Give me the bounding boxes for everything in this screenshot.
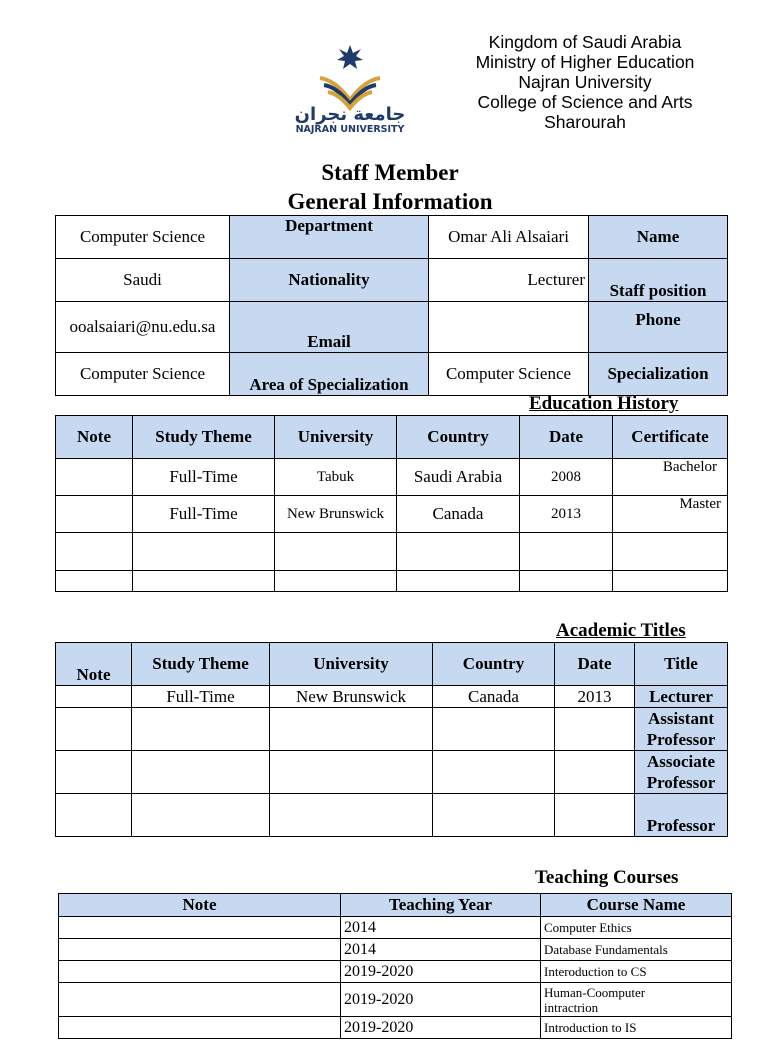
country-cell	[397, 533, 520, 571]
course-name-line1: Human-Coomputer	[544, 984, 646, 1000]
course-name-line1: Interoduction to CS	[544, 964, 647, 979]
teaching-year-cell: 2019-2020	[341, 1017, 541, 1039]
title-cell	[635, 751, 728, 794]
date-cell: 2008	[520, 459, 613, 496]
table-row	[56, 353, 728, 396]
education-history-table	[55, 415, 728, 592]
table-row	[56, 533, 728, 571]
nationality-label: Nationality	[230, 259, 429, 302]
table-row	[59, 1017, 732, 1039]
column-header: Course Name	[541, 894, 732, 917]
date-cell	[555, 708, 635, 751]
country-cell	[433, 794, 555, 837]
note-cell	[56, 459, 133, 496]
teaching-courses-title: Teaching Courses	[535, 867, 679, 888]
department-value: Computer Science	[56, 216, 230, 259]
teaching-year-cell: 2014	[341, 917, 541, 939]
column-header: Date	[520, 416, 613, 459]
name-value: Omar Ali Alsaiari	[429, 216, 589, 259]
table-row	[56, 302, 728, 353]
column-header: Note	[56, 416, 133, 459]
date-cell: 2013	[520, 496, 613, 533]
general-info-table	[55, 215, 728, 396]
study-theme-cell: Full-Time	[133, 496, 275, 533]
svg-text:جامعة نجران: جامعة نجران	[294, 104, 406, 125]
note-cell	[56, 571, 133, 592]
study-theme-cell	[132, 751, 270, 794]
table-row	[56, 459, 728, 496]
university-cell	[270, 708, 433, 751]
table-row	[56, 794, 728, 837]
email-label: Email	[230, 302, 429, 353]
phone-label: Phone	[589, 302, 728, 353]
academic-titles-table	[55, 642, 728, 837]
note-cell	[56, 708, 132, 751]
note-cell	[56, 751, 132, 794]
staff-position-label: Staff position	[589, 259, 728, 302]
country-cell: Canada	[397, 496, 520, 533]
najran-university-logo-icon	[290, 40, 410, 135]
study-theme-cell: Full-Time	[133, 459, 275, 496]
column-header: Date	[555, 643, 635, 686]
column-header: Note	[59, 894, 341, 917]
university-cell	[275, 571, 397, 592]
column-header: Note	[56, 643, 132, 686]
date-cell: 2013	[555, 686, 635, 708]
institution-line: Kingdom of Saudi Arabia	[488, 32, 682, 52]
note-cell	[56, 794, 132, 837]
study-theme-cell	[133, 533, 275, 571]
university-cell	[270, 751, 433, 794]
course-name-cell	[541, 961, 732, 983]
institution-line: College of Science and Arts	[477, 92, 693, 112]
table-row	[56, 751, 728, 794]
title-line1: Lecturer	[649, 686, 713, 706]
title-cell	[635, 794, 728, 837]
note-cell	[59, 961, 341, 983]
title-line2: Professor	[646, 730, 716, 749]
institution-line: Sharourah	[544, 112, 626, 132]
svg-text:NAJRAN UNIVERSITY: NAJRAN UNIVERSITY	[295, 124, 405, 135]
university-cell: New Brunswick	[270, 686, 433, 708]
title-cell	[635, 708, 728, 751]
area-of-specialization-label: Area of Specialization	[230, 353, 429, 396]
column-header: University	[275, 416, 397, 459]
university-logo	[290, 40, 410, 135]
column-header: Certificate	[613, 416, 728, 459]
note-cell	[59, 983, 341, 1017]
email-value: ooalsaiari@nu.edu.sa	[56, 302, 230, 353]
table-header-row	[56, 416, 728, 459]
university-cell	[270, 794, 433, 837]
course-name-line1: Computer Ethics	[544, 920, 632, 935]
course-name-line1: Database Fundamentals	[544, 942, 668, 957]
document-title-line1: Staff Member	[321, 160, 459, 185]
table-row	[56, 686, 728, 708]
academic-titles-title: Academic Titles	[556, 620, 686, 641]
note-cell	[56, 496, 133, 533]
title-line1: Assistant	[647, 709, 715, 728]
title-line1: Associate	[647, 752, 715, 771]
study-theme-cell	[132, 708, 270, 751]
date-cell	[555, 751, 635, 794]
name-label: Name	[589, 216, 728, 259]
table-row	[59, 917, 732, 939]
column-header: Study Theme	[132, 643, 270, 686]
country-cell	[433, 708, 555, 751]
column-header: Teaching Year	[341, 894, 541, 917]
certificate-cell	[613, 571, 728, 592]
study-theme-cell	[132, 794, 270, 837]
note-cell	[56, 533, 133, 571]
university-cell: New Brunswick	[275, 496, 397, 533]
specialization-value: Computer Science	[429, 353, 589, 396]
phone-value	[429, 302, 589, 353]
country-cell: Saudi Arabia	[397, 459, 520, 496]
column-header: Title	[635, 643, 728, 686]
table-row	[56, 259, 728, 302]
course-name-line1: Introduction to IS	[544, 1020, 637, 1035]
table-row	[59, 961, 732, 983]
table-row	[59, 983, 732, 1017]
table-row	[56, 571, 728, 592]
date-cell	[520, 533, 613, 571]
table-row	[56, 496, 728, 533]
column-header: Country	[397, 416, 520, 459]
certificate-cell: Master	[613, 496, 728, 533]
date-cell	[520, 571, 613, 592]
teaching-year-cell: 2019-2020	[341, 961, 541, 983]
study-theme-cell: Full-Time	[132, 686, 270, 708]
education-history-title: Education History	[529, 393, 679, 414]
course-name-cell	[541, 939, 732, 961]
certificate-cell	[613, 533, 728, 571]
country-cell: Canada	[433, 686, 555, 708]
course-name-line2: intractrion	[544, 999, 599, 1015]
course-name-cell	[541, 1017, 732, 1039]
note-cell	[56, 686, 132, 708]
institution-line: Najran University	[518, 72, 652, 92]
note-cell	[59, 1017, 341, 1039]
teaching-year-cell: 2014	[341, 939, 541, 961]
specialization-label: Specialization	[589, 353, 728, 396]
course-name-cell	[541, 917, 732, 939]
column-header: University	[270, 643, 433, 686]
nationality-value: Saudi	[56, 259, 230, 302]
note-cell	[59, 939, 341, 961]
institution-header	[455, 32, 715, 132]
table-header-row	[56, 643, 728, 686]
department-label: Department	[230, 216, 429, 259]
title-cell	[635, 686, 728, 708]
teaching-year-cell: 2019-2020	[341, 983, 541, 1017]
document-title-line2: General Information	[287, 189, 493, 214]
note-cell	[59, 917, 341, 939]
title-line2: Professor	[646, 816, 716, 835]
table-header-row	[59, 894, 732, 917]
institution-line: Ministry of Higher Education	[475, 52, 695, 72]
study-theme-cell	[133, 571, 275, 592]
column-header: Study Theme	[133, 416, 275, 459]
certificate-cell: Bachelor	[613, 459, 728, 496]
table-row	[56, 708, 728, 751]
country-cell	[397, 571, 520, 592]
staff-position-value: Lecturer	[429, 259, 589, 302]
course-name-cell	[541, 983, 732, 1017]
teaching-courses-table	[58, 893, 732, 1039]
university-cell: Tabuk	[275, 459, 397, 496]
area-of-specialization-value: Computer Science	[56, 353, 230, 396]
title-line2: Professor	[646, 773, 716, 792]
table-row	[59, 939, 732, 961]
university-cell	[275, 533, 397, 571]
column-header: Country	[433, 643, 555, 686]
country-cell	[433, 751, 555, 794]
table-row	[56, 216, 728, 259]
date-cell	[555, 794, 635, 837]
